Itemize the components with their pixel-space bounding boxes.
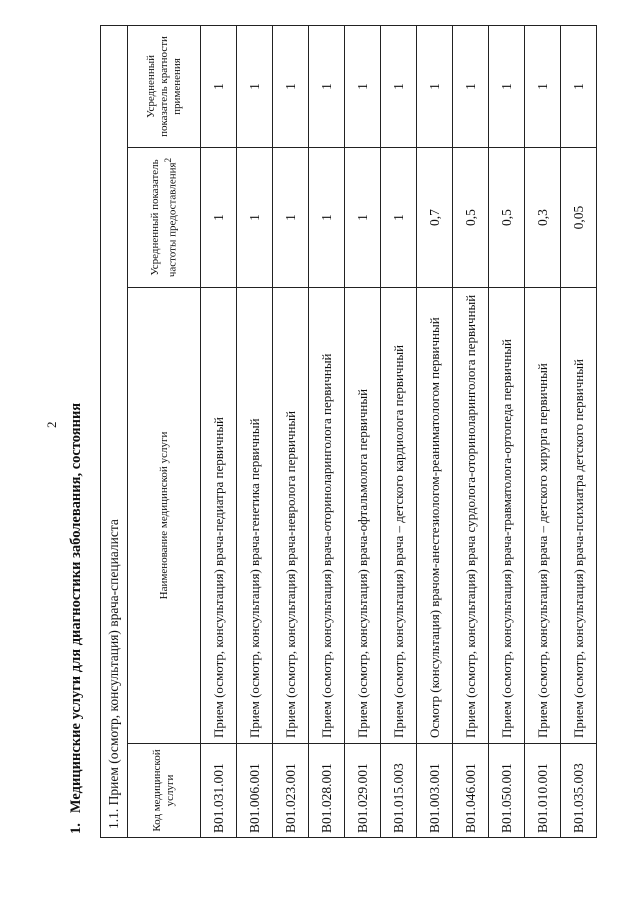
multiplicity-cell: 1 bbox=[237, 26, 273, 148]
frequency-cell: 1 bbox=[273, 148, 309, 288]
service-code-cell: B01.006.001 bbox=[237, 744, 273, 838]
multiplicity-cell: 1 bbox=[417, 26, 453, 148]
multiplicity-cell: 1 bbox=[345, 26, 381, 148]
service-code-cell: B01.015.003 bbox=[381, 744, 417, 838]
service-name-cell: Прием (осмотр, консультация) врача – детского кардиолога первичный bbox=[381, 288, 417, 744]
multiplicity-cell: 1 bbox=[453, 26, 489, 148]
header-frequency-footnote: 2 bbox=[162, 157, 173, 163]
frequency-cell: 1 bbox=[237, 148, 273, 288]
frequency-cell: 1 bbox=[201, 148, 237, 288]
table-row bbox=[381, 26, 417, 838]
service-code-cell: B01.031.001 bbox=[201, 744, 237, 838]
multiplicity-cell: 1 bbox=[381, 26, 417, 148]
subsection-row bbox=[101, 26, 128, 838]
service-name-cell: Осмотр (консультация) врачом-анестезиологом-реаниматологом первичный bbox=[417, 288, 453, 744]
section-title-text: Медицинские услуги для диагностики заболевания, состояния bbox=[68, 402, 84, 814]
table-row bbox=[489, 26, 525, 838]
table-row bbox=[273, 26, 309, 838]
service-code-cell: B01.023.001 bbox=[273, 744, 309, 838]
frequency-cell: 1 bbox=[381, 148, 417, 288]
header-code: Код медицинской услуги bbox=[128, 744, 201, 838]
multiplicity-cell: 1 bbox=[309, 26, 345, 148]
header-frequency bbox=[128, 148, 201, 288]
service-name-cell: Прием (осмотр, консультация) врача сурдолога-оториноларинголога первичный bbox=[453, 288, 489, 744]
service-name-cell: Прием (осмотр, консультация) врача-оториноларинголога первичный bbox=[309, 288, 345, 744]
service-name-cell: Прием (осмотр, консультация) врача-генетика первичный bbox=[237, 288, 273, 744]
service-name-cell: Прием (осмотр, консультация) врача-невролога первичный bbox=[273, 288, 309, 744]
service-code-cell: B01.003.001 bbox=[417, 744, 453, 838]
table-row bbox=[201, 26, 237, 838]
table-row bbox=[417, 26, 453, 838]
services-table bbox=[100, 25, 597, 838]
table-row bbox=[453, 26, 489, 838]
header-frequency-text: Усредненный показатель частоты предоставления bbox=[148, 159, 179, 278]
service-code-cell: B01.046.001 bbox=[453, 744, 489, 838]
service-name-cell: Прием (осмотр, консультация) врача – детского хирурга первичный bbox=[525, 288, 561, 744]
service-name-cell: Прием (осмотр, консультация) врача-травматолога-ортопеда первичный bbox=[489, 288, 525, 744]
frequency-cell: 0,7 bbox=[417, 148, 453, 288]
section-number: 1. bbox=[68, 823, 84, 834]
table-row bbox=[561, 26, 597, 838]
section-title bbox=[64, 26, 100, 838]
table-row bbox=[237, 26, 273, 838]
service-code-cell: B01.028.001 bbox=[309, 744, 345, 838]
service-name-cell: Прием (осмотр, консультация) врача-офтальмолога первичный bbox=[345, 288, 381, 744]
multiplicity-cell: 1 bbox=[561, 26, 597, 148]
service-code-cell: B01.029.001 bbox=[345, 744, 381, 838]
multiplicity-cell: 1 bbox=[201, 26, 237, 148]
frequency-cell: 0,3 bbox=[525, 148, 561, 288]
service-name-cell: Прием (осмотр, консультация) врача-педиатра первичный bbox=[201, 288, 237, 744]
rotated-document-body bbox=[64, 26, 634, 838]
multiplicity-cell: 1 bbox=[273, 26, 309, 148]
page-number: 2 bbox=[44, 421, 59, 428]
header-name: Наименование медицинской услуги bbox=[128, 288, 201, 744]
multiplicity-cell: 1 bbox=[525, 26, 561, 148]
frequency-cell: 1 bbox=[345, 148, 381, 288]
frequency-cell: 0,05 bbox=[561, 148, 597, 288]
multiplicity-cell: 1 bbox=[489, 26, 525, 148]
service-code-cell: B01.050.001 bbox=[489, 744, 525, 838]
service-code-cell: B01.010.001 bbox=[525, 744, 561, 838]
header-multiplicity: Усредненный показатель кратности применения bbox=[128, 26, 201, 148]
table-row bbox=[345, 26, 381, 838]
frequency-cell: 1 bbox=[309, 148, 345, 288]
frequency-cell: 0,5 bbox=[489, 148, 525, 288]
subsection-title: 1.1. Прием (осмотр, консультация) врача-специалиста bbox=[101, 26, 128, 838]
table-row bbox=[309, 26, 345, 838]
frequency-cell: 0,5 bbox=[453, 148, 489, 288]
table-row bbox=[525, 26, 561, 838]
table-header-row bbox=[128, 26, 201, 838]
service-code-cell: B01.035.003 bbox=[561, 744, 597, 838]
service-name-cell: Прием (осмотр, консультация) врача-психиатра детского первичный bbox=[561, 288, 597, 744]
